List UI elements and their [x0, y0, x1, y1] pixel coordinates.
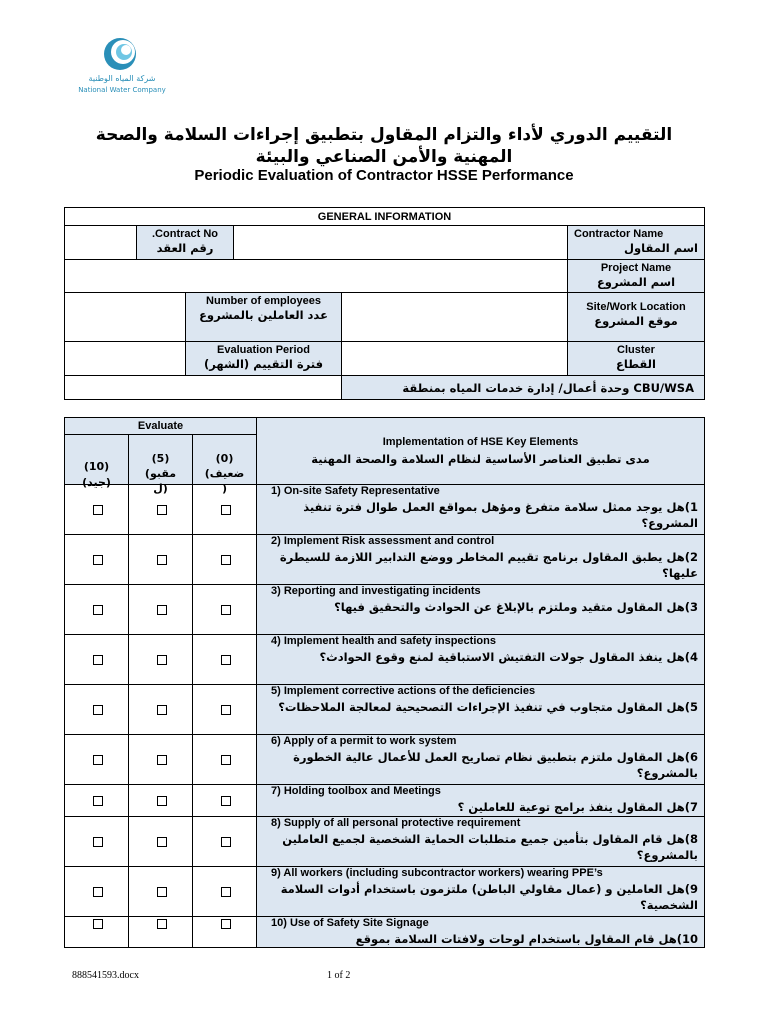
business-unit-label: وحدة أعمال/ إدارة خدمات المياه بمنطقة CBU/WSA	[341, 375, 705, 400]
score-good-cell	[64, 866, 129, 917]
logo-name-ar: شركة المياه الوطنية	[88, 74, 156, 83]
hse-element-en: 10) Use of Safety Site Signage	[271, 917, 429, 929]
evaluate-header: Evaluate	[64, 417, 257, 435]
score-good-cell	[64, 816, 129, 867]
score-weak-cell	[192, 784, 257, 817]
score-good-checkbox[interactable]	[93, 755, 103, 765]
score-acceptable-cell	[128, 634, 193, 685]
score-weak-cell	[192, 584, 257, 635]
score-weak-checkbox[interactable]	[221, 755, 231, 765]
unit-value[interactable]	[64, 375, 342, 400]
hse-element-en: 7) Holding toolbox and Meetings	[271, 785, 441, 797]
score-weak-cell	[192, 634, 257, 685]
hse-element-cell	[256, 784, 705, 817]
hse-element-ar: 5)هل المقاول متجاوب في تنفيذ الإجراءات التصحيحية لمعالجة الملاحظات؟	[278, 700, 698, 714]
hse-element-cell	[256, 866, 705, 917]
contractor-name-label: Contractor Name اسم المقاول	[567, 225, 705, 260]
hse-element-ar: 10)هل قام المقاول باستخدام لوحات ولافتات السلامة بموقع	[355, 932, 698, 946]
hse-element-ar: 9)هل العاملين و (عمال مقاولي الباطن) ملتزمون باستخدام أدوات السلامة الشخصية؟	[280, 882, 698, 912]
score-good-checkbox[interactable]	[93, 605, 103, 615]
score-weak-checkbox[interactable]	[221, 796, 231, 806]
score-weak-checkbox[interactable]	[221, 605, 231, 615]
water-drop-logo-icon	[102, 36, 138, 72]
contract-no-value[interactable]	[64, 225, 137, 260]
hse-elements-header: Implementation of HSE Key Elements مدى تطبيق العناصر الأساسية لنظام السلامة والصحة المهنية	[256, 417, 705, 485]
hse-element-en: 4) Implement health and safety inspections	[271, 635, 496, 647]
score-acceptable-cell	[128, 734, 193, 785]
hse-element-ar: 4)هل ينفذ المقاول جولات التفتيش الاستباقية لمنع وقوع الحوادث؟	[319, 650, 698, 664]
site-location-label: Site/Work Location موقع المشروع	[567, 292, 705, 342]
evaluation-period-value[interactable]	[64, 341, 186, 376]
hse-element-cell	[256, 534, 705, 585]
hse-element-en: 6) Apply of a permit to work system	[271, 735, 457, 747]
general-info-header: GENERAL INFORMATION	[64, 207, 705, 226]
col-weak-header: (0) (ضعيف )	[192, 434, 257, 485]
hse-element-cell	[256, 584, 705, 635]
hse-element-en: 1) On-site Safety Representative	[271, 485, 440, 497]
hse-element-ar: 3)هل المقاول متقيد وملتزم بالإبلاغ عن الحوادث والتحقيق فيها؟	[334, 600, 698, 614]
score-acceptable-cell	[128, 866, 193, 917]
score-good-checkbox[interactable]	[93, 887, 103, 897]
col-good-header: (10) (جيد)	[64, 434, 129, 485]
score-good-checkbox[interactable]	[93, 837, 103, 847]
score-good-cell	[64, 584, 129, 635]
score-weak-cell	[192, 816, 257, 867]
hse-element-cell	[256, 484, 705, 535]
score-good-cell	[64, 634, 129, 685]
score-acceptable-checkbox[interactable]	[157, 755, 167, 765]
hse-element-en: 2) Implement Risk assessment and control	[271, 535, 495, 547]
score-good-cell	[64, 534, 129, 585]
col-acceptable-header: (5) (مقبو ل)	[128, 434, 193, 485]
score-good-checkbox[interactable]	[93, 555, 103, 565]
hse-element-ar: 1)هل يوجد ممثل سلامة متفرغ ومؤهل بمواقع العمل طوال فترة تنفيذ المشروع؟	[303, 500, 698, 530]
score-acceptable-cell	[128, 784, 193, 817]
score-weak-checkbox[interactable]	[221, 837, 231, 847]
score-weak-cell	[192, 916, 257, 948]
contractor-name-value[interactable]	[233, 225, 568, 260]
hse-element-cell	[256, 634, 705, 685]
score-acceptable-checkbox[interactable]	[157, 887, 167, 897]
employees-value[interactable]	[64, 292, 186, 342]
project-name-label: Project Name اسم المشروع	[567, 259, 705, 293]
score-good-cell	[64, 784, 129, 817]
score-acceptable-checkbox[interactable]	[157, 605, 167, 615]
evaluation-period-label: Evaluation Period فترة التقييم (الشهر)	[185, 341, 342, 376]
score-weak-cell	[192, 534, 257, 585]
score-good-cell	[64, 484, 129, 535]
cluster-label: Cluster القطاع	[567, 341, 705, 376]
score-weak-checkbox[interactable]	[221, 919, 231, 929]
site-location-value[interactable]	[341, 292, 568, 342]
score-acceptable-checkbox[interactable]	[157, 555, 167, 565]
hse-element-ar: 2)هل يطبق المقاول برنامج تقييم المخاطر ووضع التدابير اللازمة للسيطرة عليها؟	[279, 550, 698, 580]
score-acceptable-cell	[128, 684, 193, 735]
company-logo	[72, 36, 172, 100]
score-good-cell	[64, 916, 129, 948]
contract-no-label: .Contract No رقم العقد	[136, 225, 234, 260]
score-acceptable-checkbox[interactable]	[157, 919, 167, 929]
title-ar-line2: المهنية والأمن الصناعي والبيئة	[255, 147, 513, 167]
score-acceptable-cell	[128, 534, 193, 585]
score-good-checkbox[interactable]	[93, 655, 103, 665]
score-weak-checkbox[interactable]	[221, 555, 231, 565]
project-name-value[interactable]	[64, 259, 568, 293]
score-weak-cell	[192, 866, 257, 917]
score-acceptable-cell	[128, 584, 193, 635]
hse-element-cell	[256, 916, 705, 948]
score-weak-checkbox[interactable]	[221, 505, 231, 515]
footer-page-number: 1 of 2	[327, 970, 351, 981]
title-ar-line1: التقييم الدوري لأداء والتزام المقاول بتطبيق إجراءات السلامة والصحة	[95, 125, 673, 145]
score-good-checkbox[interactable]	[93, 796, 103, 806]
score-acceptable-checkbox[interactable]	[157, 837, 167, 847]
footer-filename: 888541593.docx	[72, 970, 139, 981]
score-acceptable-checkbox[interactable]	[157, 505, 167, 515]
hse-element-cell	[256, 734, 705, 785]
score-acceptable-checkbox[interactable]	[157, 705, 167, 715]
score-good-cell	[64, 684, 129, 735]
score-good-checkbox[interactable]	[93, 705, 103, 715]
hse-element-ar: 6)هل المقاول ملتزم بتطبيق نظام تصاريح العمل للأعمال عالية الخطورة بالمشروع؟	[293, 750, 698, 780]
logo-name-en: National Water Company	[78, 86, 166, 94]
hse-element-en: 3) Reporting and investigating incidents	[271, 585, 481, 597]
score-weak-cell	[192, 684, 257, 735]
score-acceptable-cell	[128, 816, 193, 867]
hse-element-ar: 8)هل قام المقاول بتأمين جميع متطلبات الحماية الشخصية لجميع العاملين بالمشروع؟	[282, 832, 698, 862]
score-acceptable-checkbox[interactable]	[157, 796, 167, 806]
score-good-checkbox[interactable]	[93, 505, 103, 515]
hse-element-cell	[256, 684, 705, 735]
employees-label: Number of employees عدد العاملين بالمشروع	[185, 292, 342, 342]
hse-element-ar: 7)هل المقاول ينفذ برامج توعية للعاملين ؟	[457, 800, 698, 814]
score-acceptable-cell	[128, 484, 193, 535]
hse-element-en: 8) Supply of all personal protective requirement	[271, 817, 521, 829]
score-weak-checkbox[interactable]	[221, 705, 231, 715]
hse-element-cell	[256, 816, 705, 867]
hse-element-en: 9) All workers (including subcontractor workers) wearing PPE’s	[271, 867, 603, 879]
score-weak-checkbox[interactable]	[221, 655, 231, 665]
hse-element-en: 5) Implement corrective actions of the deficiencies	[271, 685, 536, 697]
score-acceptable-checkbox[interactable]	[157, 655, 167, 665]
score-weak-cell	[192, 484, 257, 535]
score-acceptable-cell	[128, 916, 193, 948]
title-en: Periodic Evaluation of Contractor HSSE Performance	[194, 167, 574, 184]
score-weak-checkbox[interactable]	[221, 887, 231, 897]
score-good-checkbox[interactable]	[93, 919, 103, 929]
score-good-cell	[64, 734, 129, 785]
score-weak-cell	[192, 734, 257, 785]
cluster-value[interactable]	[341, 341, 568, 376]
